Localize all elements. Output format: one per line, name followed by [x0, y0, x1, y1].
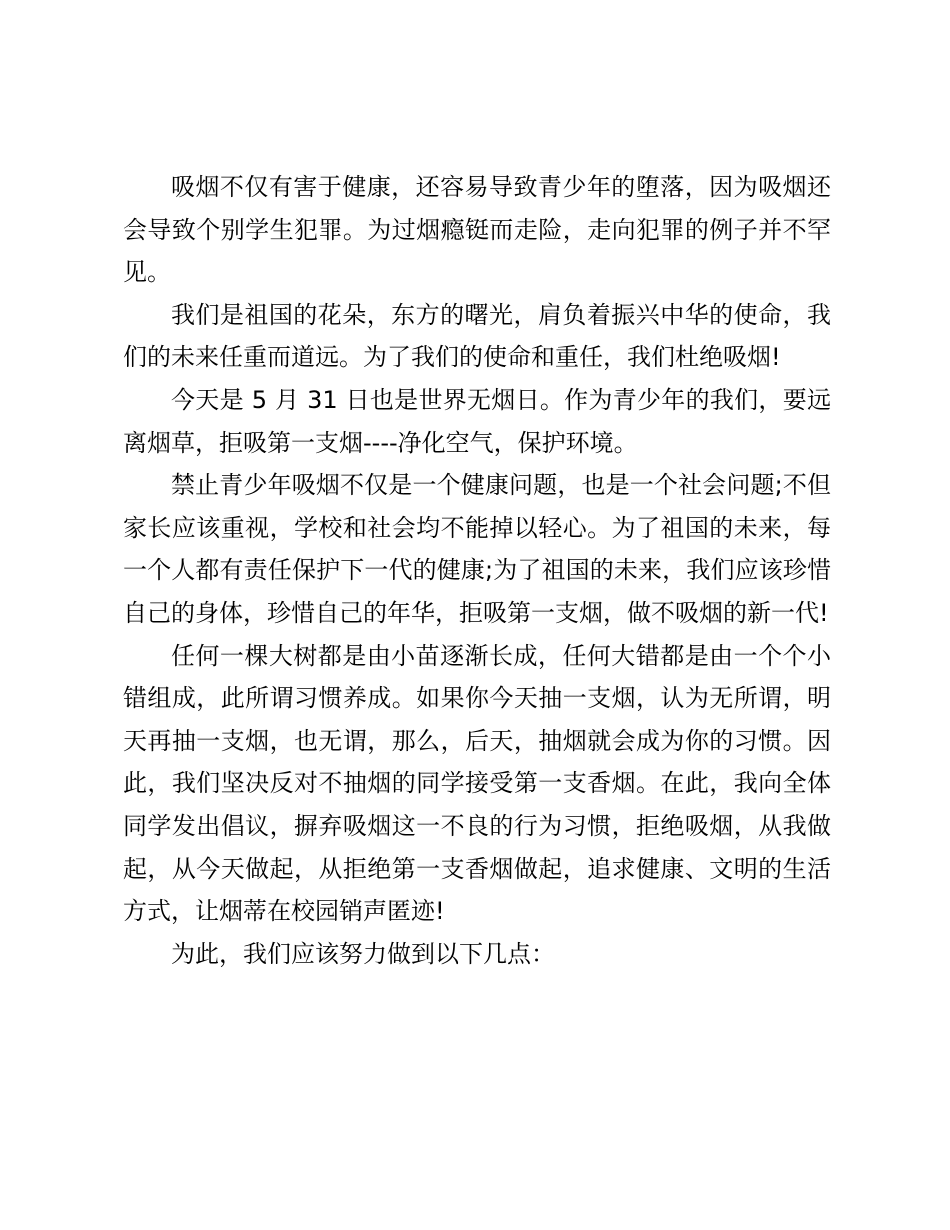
- paragraph-3: 今天是 5 月 31 日也是世界无烟日。作为青少年的我们，要远离烟草，拒吸第一支烟----净化空气，保护环境。: [123, 385, 831, 457]
- paragraph-5: 任何一棵大树都是由小苗逐渐长成，任何大错都是由一个个小错组成，此所谓习惯养成。如果你今天抽一支烟，认为无所谓，明天再抽一支烟，也无谓，那么，后天，抽烟就会成为你的习惯。因此，我们坚决反对不抽烟的同学接受第一支香烟。在此，我向全体同学发出倡议，摒弃吸烟这一不良的行为习惯，拒绝吸烟，从我做起，从今天做起，从拒绝第一支香烟做起，追求健康、文明的生活方式，让烟蒂在校园销声匿迹!: [123, 641, 831, 926]
- paragraph-6: 为此，我们应该努力做到以下几点：: [171, 939, 555, 968]
- paragraph-2: 我们是祖国的花朵，东方的曙光，肩负着振兴中华的使命，我们的未来任重而道远。为了我们的使命和重任，我们杜绝吸烟!: [123, 300, 831, 372]
- document-body: [123, 166, 831, 975]
- paragraph-1: 吸烟不仅有害于健康，还容易导致青少年的堕落，因为吸烟还会导致个别学生犯罪。为过烟瘾铤而走险，走向犯罪的例子并不罕见。: [123, 173, 831, 287]
- paragraph-4: 禁止青少年吸烟不仅是一个健康问题，也是一个社会问题;不但家长应该重视，学校和社会均不能掉以轻心。为了祖国的未来，每一个人都有责任保护下一代的健康;为了祖国的未来，我们应该珍惜自己的身体，珍惜自己的年华，拒吸第一支烟，做不吸烟的新一代!: [123, 471, 831, 627]
